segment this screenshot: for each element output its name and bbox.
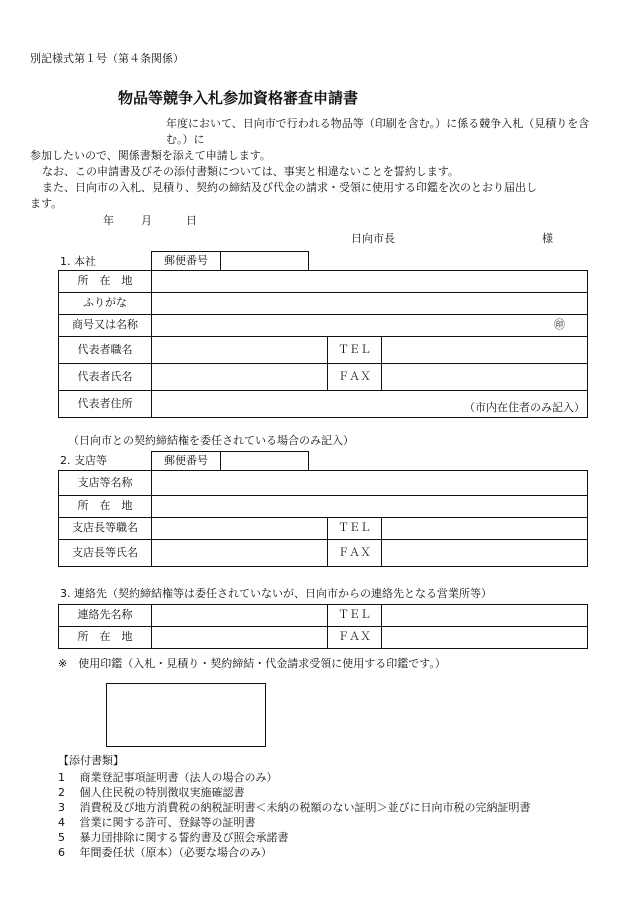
postal-code-label: 郵便番号 xyxy=(152,252,221,270)
section3-table xyxy=(58,604,588,649)
seal-stamp-box[interactable] xyxy=(106,683,266,747)
manager-name-label: 支店長等氏名 xyxy=(59,540,152,567)
rep-address-field[interactable] xyxy=(152,391,588,418)
address-label: 所 在 地 xyxy=(59,271,152,293)
seal-mark-icon: ㊞ xyxy=(554,318,565,332)
branch-name-label: 支店等名称 xyxy=(59,471,152,496)
tel-field[interactable] xyxy=(382,518,588,540)
intro-line: 参加したいので、関係書類を添えて申請します。 xyxy=(30,149,271,162)
rep-name-field[interactable] xyxy=(152,364,328,391)
section3-heading: 3. 連絡先（契約締結権等は委任されていないが、日向市からの連絡先となる営業所等） xyxy=(60,587,492,600)
tel-label: ＴＥＬ xyxy=(328,337,382,364)
date-month: 月 xyxy=(141,214,152,227)
contact-name-field[interactable] xyxy=(152,605,328,627)
tel-label: ＴＥＬ xyxy=(328,518,382,540)
address-field[interactable] xyxy=(152,271,588,293)
tel-field[interactable] xyxy=(382,337,588,364)
addressee-honorific: 様 xyxy=(542,232,553,245)
trade-name-field[interactable] xyxy=(152,315,588,337)
rep-address-note: （市内在住者のみ記入） xyxy=(464,401,585,415)
furigana-label: ふりがな xyxy=(59,293,152,315)
attachments-heading: 【添付書類】 xyxy=(58,754,124,767)
attachment-item: 1 商業登記事項証明書（法人の場合のみ） xyxy=(58,771,278,784)
intro-line: なお、この申請書及びその添付書類については、事実と相違ないことを誓約します。 xyxy=(42,165,459,178)
page-title: 物品等競争入札参加資格審査申請書 xyxy=(118,89,359,107)
manager-title-field[interactable] xyxy=(152,518,328,540)
tel-label: ＴＥＬ xyxy=(328,605,382,627)
rep-address-label: 代表者住所 xyxy=(59,391,152,418)
addressee-name: 日向市長 xyxy=(351,232,395,245)
fax-label: ＦＡＸ xyxy=(328,540,382,567)
rep-title-field[interactable] xyxy=(152,337,328,364)
attachment-item: 5 暴力団排除に関する誓約書及び照会承諾書 xyxy=(58,831,289,844)
fax-field[interactable] xyxy=(382,627,588,649)
fax-field[interactable] xyxy=(382,540,588,567)
section1-table xyxy=(58,270,588,418)
attachment-item: 2 個人住民税の特別徴収実施確認書 xyxy=(58,786,245,799)
form-number: 別記様式第１号（第４条関係） xyxy=(30,52,184,65)
contact-name-label: 連絡先名称 xyxy=(59,605,152,627)
section2-table xyxy=(58,470,588,567)
attachments-list xyxy=(58,770,531,860)
branch-address-label: 所 在 地 xyxy=(59,496,152,518)
rep-name-label: 代表者氏名 xyxy=(59,364,152,391)
manager-title-label: 支店長等職名 xyxy=(59,518,152,540)
intro-paragraph xyxy=(30,116,600,212)
intro-line: また、日向市の入札、見積り、契約の締結及び代金の請求・受領に使用する印鑑を次のとおり届出し xyxy=(42,181,537,194)
section2-heading: 2. 支店等 xyxy=(60,454,107,467)
fax-field[interactable] xyxy=(382,364,588,391)
section2-note: （日向市との契約締結権を委任されている場合のみ記入） xyxy=(68,434,354,447)
furigana-field[interactable] xyxy=(152,293,588,315)
section1-postal-box xyxy=(151,251,309,271)
contact-address-field[interactable] xyxy=(152,627,328,649)
seal-note: ※ 使用印鑑（入札・見積り・契約締結・代金請求受領に使用する印鑑です。） xyxy=(58,657,446,670)
manager-name-field[interactable] xyxy=(152,540,328,567)
branch-address-field[interactable] xyxy=(152,496,588,518)
intro-line: ます。 xyxy=(30,197,63,210)
postal-code-label: 郵便番号 xyxy=(152,452,221,470)
attachment-item: 4 営業に関する許可、登録等の証明書 xyxy=(58,816,256,829)
fax-label: ＦＡＸ xyxy=(328,364,382,391)
tel-field[interactable] xyxy=(382,605,588,627)
attachment-item: 6 年間委任状（原本）（必要な場合のみ） xyxy=(58,846,272,859)
fax-label: ＦＡＸ xyxy=(328,627,382,649)
branch-name-field[interactable] xyxy=(152,471,588,496)
intro-line: 年度において、日向市で行われる物品等（印刷を含む。）に係る競争入札（見積りを含む。）に xyxy=(166,117,590,146)
trade-name-label: 商号又は名称 xyxy=(59,315,152,337)
rep-title-label: 代表者職名 xyxy=(59,337,152,364)
contact-address-label: 所 在 地 xyxy=(59,627,152,649)
attachment-item: 3 消費税及び地方消費税の納税証明書＜未納の税額のない証明＞並びに日向市税の完納証明書 xyxy=(58,801,531,814)
date-year: 年 xyxy=(103,214,114,227)
section1-heading: 1. 本社 xyxy=(60,255,96,268)
date-day: 日 xyxy=(186,214,197,227)
section2-postal-box xyxy=(151,451,309,471)
